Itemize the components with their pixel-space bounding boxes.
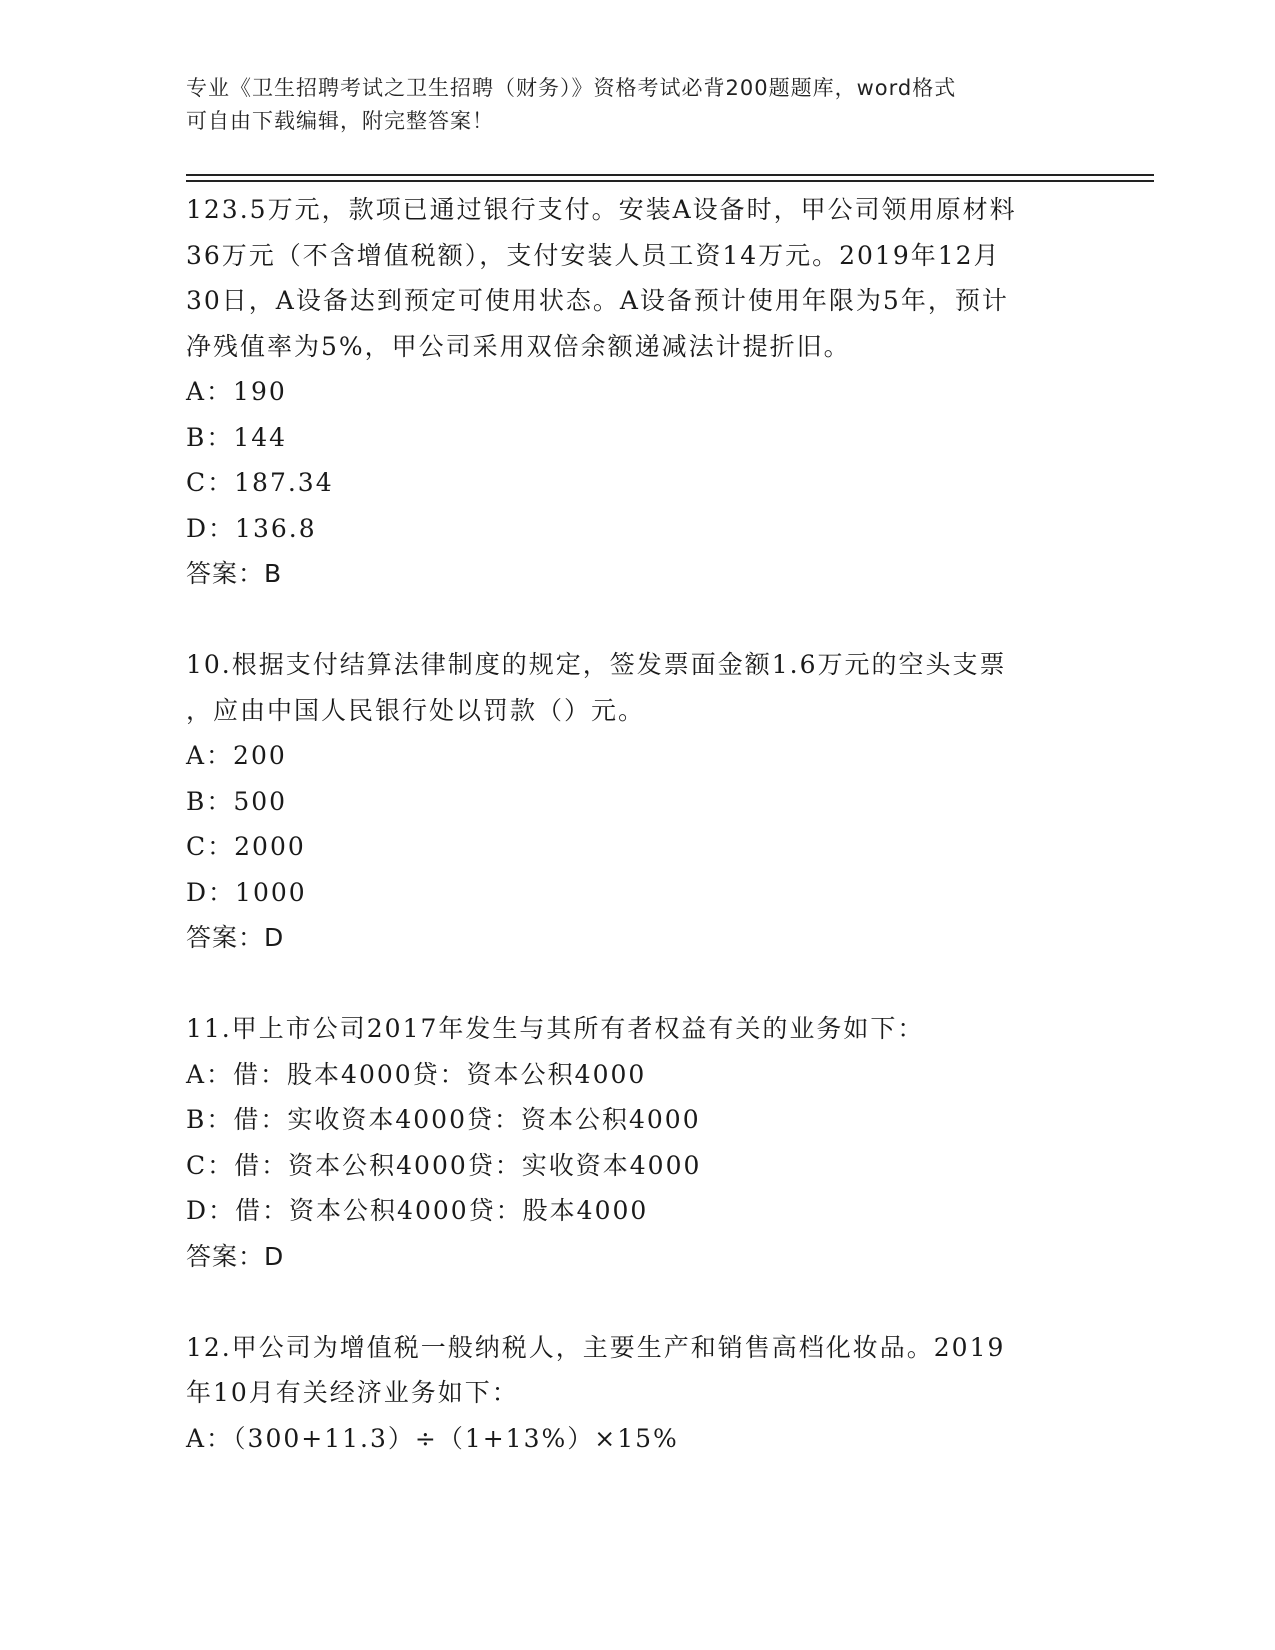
spacer <box>186 961 1086 1007</box>
answer-line: 答案：D <box>186 1241 285 1271</box>
question-stem-line: 30日，A设备达到预定可使用状态。A设备预计使用年限为5年，预计 <box>186 286 1009 315</box>
question-stem-line: ，应由中国人民银行处以罚款（）元。 <box>186 695 646 725</box>
option-c: C：借：资本公积4000贷：实收资本4000 <box>186 1150 702 1180</box>
option-d: D：136.8 <box>186 513 317 543</box>
answer-line: 答案：D <box>186 923 285 952</box>
option-b: B：500 <box>186 786 288 816</box>
answer-line: 答案：B <box>186 559 283 588</box>
question-stem-line: 12.甲公司为增值税一般纳税人，主要生产和销售高档化妆品。2019 <box>186 1332 1006 1362</box>
option-c: C：187.34 <box>186 468 334 497</box>
header-rule-top <box>186 174 1154 176</box>
option-d: D：1000 <box>186 877 307 907</box>
option-b: B：144 <box>186 422 288 452</box>
option-a: A：200 <box>186 741 287 770</box>
document-header <box>186 72 1066 138</box>
question-11 <box>186 1006 1086 1279</box>
question-9 <box>186 187 1086 597</box>
option-a: A：借：股本4000贷：资本公积4000 <box>186 1059 647 1089</box>
spacer <box>186 597 1086 643</box>
question-stem-line: 123.5万元，款项已通过银行支付。安装A设备时，甲公司领用原材料 <box>186 195 1017 224</box>
question-stem-line: 36万元（不含增值税额），支付安装人员工资14万元。2019年12月 <box>186 240 1001 270</box>
question-12 <box>186 1325 1086 1462</box>
question-content <box>186 187 1086 1461</box>
header-line-2: 可自由下载编辑，附完整答案！ <box>186 109 494 133</box>
option-a: A：190 <box>186 377 287 406</box>
question-stem-line: 10.根据支付结算法律制度的规定，签发票面金额1.6万元的空头支票 <box>186 650 1007 679</box>
spacer <box>186 1279 1086 1325</box>
header-rule-bottom <box>186 180 1154 182</box>
option-c: C：2000 <box>186 832 306 861</box>
option-b: B：借：实收资本4000贷：资本公积4000 <box>186 1105 701 1134</box>
question-stem-line: 年10月有关经济业务如下： <box>186 1378 519 1407</box>
header-line-1: 专业《卫生招聘考试之卫生招聘（财务）》资格考试必背200题题库，word格式 <box>186 76 957 100</box>
option-a: A：（300+11.3）÷（1+13%）×15% <box>186 1423 679 1453</box>
question-stem-line: 净残值率为5%，甲公司采用双倍余额递减法计提折旧。 <box>186 331 851 361</box>
option-d: D：借：资本公积4000贷：股本4000 <box>186 1196 649 1225</box>
question-stem-line: 11.甲上市公司2017年发生与其所有者权益有关的业务如下： <box>186 1014 925 1043</box>
question-10 <box>186 642 1086 961</box>
